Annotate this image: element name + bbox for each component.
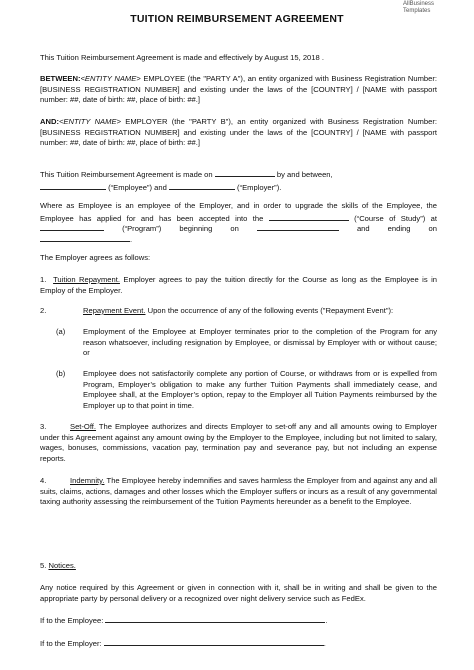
whereas-text-g: ending xyxy=(387,224,411,233)
section-2a-text: Employment of the Employee at Employer terminates prior to the completion of the Program for any reason whatsoever, including resignation by Employee, or dismissal by Employer with or without cause; or xyxy=(83,327,437,358)
and-paragraph xyxy=(40,117,437,149)
employee-notice-line xyxy=(40,614,437,627)
and-entity: <ENTITY NAME> xyxy=(58,117,121,126)
agrees-paragraph: The Employer agrees as follows: xyxy=(40,253,151,262)
made-on-text-c: (“Employee”) and xyxy=(108,182,167,192)
whereas-text-h: on xyxy=(428,224,437,233)
section-1-number: 1. xyxy=(40,275,47,284)
made-on-paragraph xyxy=(40,168,437,193)
start-date-blank xyxy=(257,222,339,231)
section-4-body xyxy=(40,476,437,508)
whereas-line-4 xyxy=(40,233,437,246)
employer-notice-line xyxy=(40,637,437,650)
section-1 xyxy=(40,275,437,296)
section-3-title: Set-Off. xyxy=(70,422,97,431)
and-label: AND: xyxy=(40,117,59,126)
made-on-text-d: (“Employer”). xyxy=(237,182,282,192)
employer-name-blank xyxy=(169,181,235,190)
course-blank xyxy=(269,212,349,221)
section-2-heading xyxy=(83,306,443,317)
section-5-title: Notices. xyxy=(48,561,76,570)
section-4-title: Indemnity. xyxy=(70,476,105,485)
made-on-text-a: This Tuition Reimbursement Agreement is made on xyxy=(40,170,213,179)
document-title: TUITION REIMBURSEMENT AGREEMENT xyxy=(130,13,344,25)
section-3-text: The Employee authorizes and directs Employer to set-off any and all amounts owing to Employer under this Agreement against any amount owing by the Employer to the Employee, including but not limited to salary, wages, bonuses, commissions, vacation pay, termination pay and severance pay, but not including an expense reports. xyxy=(40,422,437,463)
end-date-blank xyxy=(40,233,133,244)
logo-line-2: Templates xyxy=(402,7,431,14)
section-3-number: 3. xyxy=(40,422,47,431)
notice-paragraph: Any notice required by this Agreement or given in connection with it, shall be in writing and shall be given to the appropriate party by personal delivery or a recognized over night delivery service such as FedEx. xyxy=(40,583,437,603)
employer-address-dot: . xyxy=(323,639,326,648)
date-blank xyxy=(215,168,275,177)
section-4-text: The Employee hereby indemnifies and saves harmless the Employer from and against any and all suits, claims, actions, damages and other losses which the Employer suffers or incurs as a result of any governmental taxing authority assessing the reimbursement of the Tuition Payments hereunder as a benefit to the Employee. xyxy=(40,476,437,507)
between-entity: <ENTITY NAME> xyxy=(80,74,141,83)
section-1-text: Employer agrees to pay the tuition directly for the Course as long as the Employee is in Employ of the Employer. xyxy=(40,275,437,295)
whereas-end: . xyxy=(130,235,133,244)
employee-address-blank[interactable] xyxy=(105,614,328,625)
whereas-text-a: Employee has applied for and has been accepted into the xyxy=(40,214,264,223)
between-paragraph xyxy=(40,74,437,106)
to-employer-label: If to the Employer: xyxy=(40,639,102,648)
whereas-line-1: Where as Employee is an employee of the Employer, and in order to upgrade the skills of the Employee, the xyxy=(40,201,437,210)
between-text: EMPLOYEE (the "PARTY A"), an entity organized with Business Registration Number: [BUSINESS REGISTRATION NUMBER] and existing under the laws of the [COUNTRY] / [NAME with passport number: ##, date of birth: ##, place of birth: ##.] xyxy=(40,74,437,105)
whereas-text-d: beginning xyxy=(179,224,213,233)
employee-name-blank xyxy=(40,181,106,190)
whereas-text-e: on xyxy=(230,224,239,233)
between-label: BETWEEN: xyxy=(40,74,81,83)
program-blank xyxy=(40,222,104,231)
section-2b-label: (b) xyxy=(56,369,66,378)
section-2a-label: (a) xyxy=(56,327,66,336)
whereas-text-f: and xyxy=(356,224,370,233)
section-5 xyxy=(40,561,437,572)
section-2-number: 2. xyxy=(40,306,47,315)
whereas-text-b: (“Course of Study”) at xyxy=(354,214,437,223)
made-on-text-b: by and between, xyxy=(276,170,333,179)
section-5-number: 5. xyxy=(40,561,47,570)
section-4-number: 4. xyxy=(40,476,47,485)
section-2b-text: Employee does not satisfactorily complete any portion of Course, or withdraws from or is expelled from Program, Employer’s obligation to make any further Tuition Payments shall immediately cease, and Employee shall, at the Employer’s option, repay to the Employer all Tuition Payments reimbursed by the Employer up to that point in time. xyxy=(83,369,437,410)
section-1-title: Tuition Repayment. xyxy=(53,275,120,284)
logo-line-1: AllBusiness xyxy=(402,1,434,7)
and-text: EMPLOYER (the "PARTY B"), an entity organized with Business Registration Number: [BUSINESS REGISTRATION NUMBER] and existing under the laws of the [COUNTRY] / [NAME with passport number: ##, date of birth: ##, place of birth: ##.] xyxy=(40,117,437,148)
section-2-title: Repayment Event. xyxy=(83,306,146,315)
employee-address-dot: . xyxy=(325,616,328,625)
to-employee-label: If to the Employee: xyxy=(40,616,104,625)
section-2-text: Upon the occurrence of any of the following events ("Repayment Event"): xyxy=(145,306,394,315)
intro-paragraph: This Tuition Reimbursement Agreement is made and effectively by August 15, 2018 . xyxy=(40,53,324,62)
whereas-text-c: (“Program”) xyxy=(122,224,162,233)
employer-address-blank[interactable] xyxy=(104,637,324,646)
section-3-body xyxy=(40,422,437,464)
